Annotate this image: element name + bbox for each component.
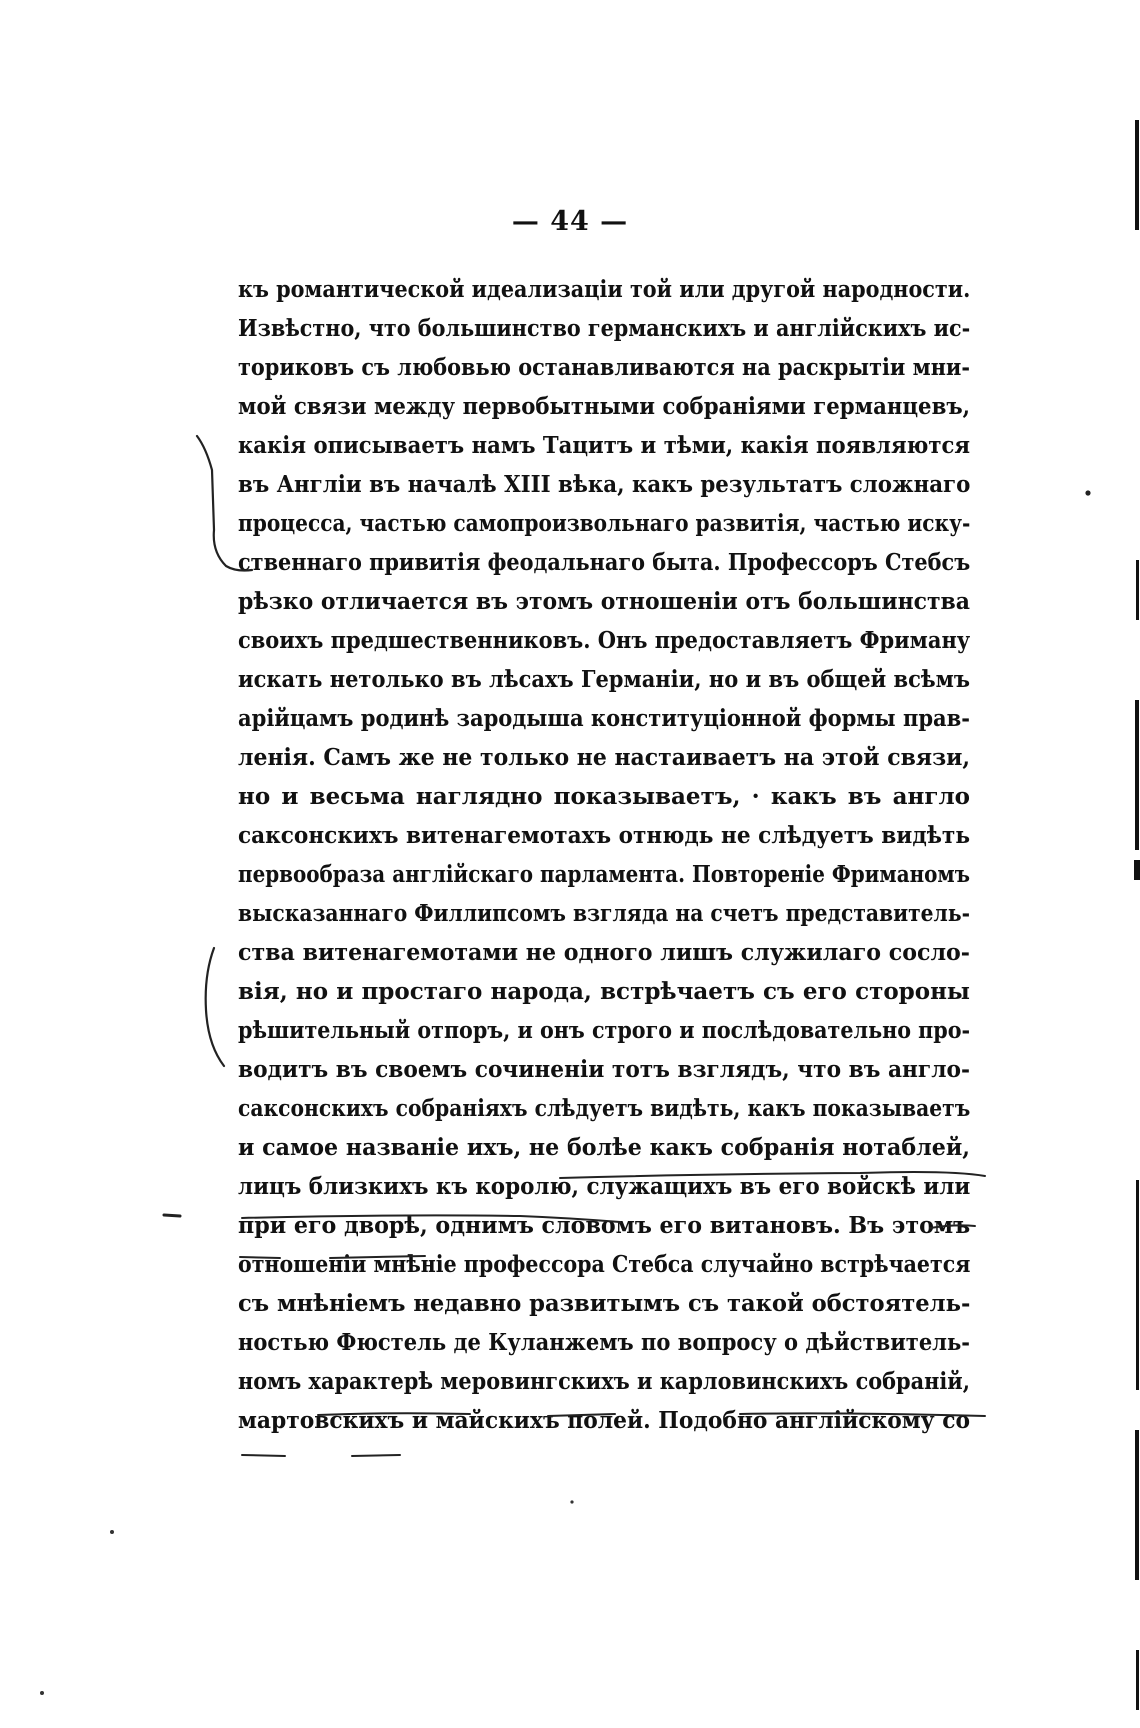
text-line: водитъ въ своемъ сочиненіи тотъ взглядъ, что въ англо- bbox=[238, 1056, 970, 1083]
text-line: номъ характерѣ меровингскихъ и карловинскихъ собраній, bbox=[238, 1368, 970, 1395]
text-line: лицъ близкихъ къ королю, служащихъ въ его войскѣ или bbox=[238, 1173, 970, 1200]
page-edge-scan-artifact bbox=[1126, 0, 1140, 1728]
text-line: и самое названіе ихъ, не болѣе какъ собранія нотаблей, bbox=[238, 1134, 970, 1161]
margin-dash-mark bbox=[164, 1215, 180, 1216]
text-line: ленія. Самъ же не только не настаиваетъ на этой связи, bbox=[238, 744, 970, 771]
text-line: вія, но и простаго народа, встрѣчаетъ съ его стороны bbox=[238, 978, 970, 1005]
text-line: арійцамъ родинѣ зародыша конституціонной формы прав- bbox=[238, 705, 970, 732]
text-line: искать нетолько въ лѣсахъ Германіи, но и въ общей всѣмъ bbox=[238, 666, 970, 693]
margin-bracket-mark bbox=[206, 948, 224, 1066]
ink-speck-mark bbox=[570, 1500, 573, 1503]
body-text bbox=[238, 270, 970, 1440]
text-line: своихъ предшественниковъ. Онъ предоставляетъ Фриману bbox=[238, 627, 970, 654]
text-line: первообраза англійскаго парламента. Повтореніе Фриманомъ bbox=[238, 861, 970, 888]
text-line: рѣзко отличается въ этомъ отношеніи отъ большинства bbox=[238, 588, 970, 615]
text-line: Извѣстно, что большинство германскихъ и англійскихъ ис- bbox=[238, 315, 970, 342]
ink-speck-mark bbox=[40, 1691, 44, 1695]
text-line: саксонскихъ витенагемотахъ отнюдь не слѣдуетъ видѣть bbox=[238, 822, 970, 849]
text-line: мартовскихъ и майскихъ полей. Подобно англійскому со bbox=[238, 1407, 970, 1434]
text-line: ториковъ съ любовью останавливаются на раскрытіи мни- bbox=[238, 354, 970, 381]
text-line: какія описываетъ намъ Тацитъ и тѣми, какія появляются bbox=[238, 432, 970, 459]
text-line: при его дворѣ, однимъ словомъ его витановъ. Въ этомъ bbox=[238, 1212, 970, 1239]
text-line: но и весьма наглядно показываетъ, · какъ въ англо bbox=[238, 783, 970, 810]
text-line: высказаннаго Филлипсомъ взгляда на счетъ представитель- bbox=[238, 900, 970, 927]
text-line: мой связи между первобытными собраніями германцевъ, bbox=[238, 393, 970, 420]
text-line: отношеніи мнѣніе профессора Стебса случайно встрѣчается bbox=[238, 1251, 970, 1278]
text-line: съ мнѣніемъ недавно развитымъ съ такой обстоятель- bbox=[238, 1290, 970, 1317]
underline-mark bbox=[242, 1455, 400, 1456]
ink-speck-mark bbox=[1085, 490, 1090, 495]
text-line: рѣшительный отпоръ, и онъ строго и послѣдовательно про- bbox=[238, 1017, 970, 1044]
text-line: къ романтической идеализаціи той или другой народности. bbox=[238, 276, 970, 303]
page-number: — 44 — bbox=[511, 206, 629, 237]
ink-speck-mark bbox=[110, 1530, 114, 1534]
text-line: саксонскихъ собраніяхъ слѣдуетъ видѣть, какъ показываетъ bbox=[238, 1095, 970, 1122]
text-line: процесса, частью самопроизвольнаго развитія, частью иску- bbox=[238, 510, 970, 537]
text-line: ства витенагемотами не одного лишъ служилаго сосло- bbox=[238, 939, 970, 966]
text-line: въ Англіи въ началѣ XIII вѣка, какъ результатъ сложнаго bbox=[238, 471, 970, 498]
text-line: ственнаго привитія феодальнаго быта. Профессоръ Стебсъ bbox=[238, 549, 970, 576]
text-line: ностью Фюстель де Куланжемъ по вопросу о дѣйствитель- bbox=[238, 1329, 970, 1356]
